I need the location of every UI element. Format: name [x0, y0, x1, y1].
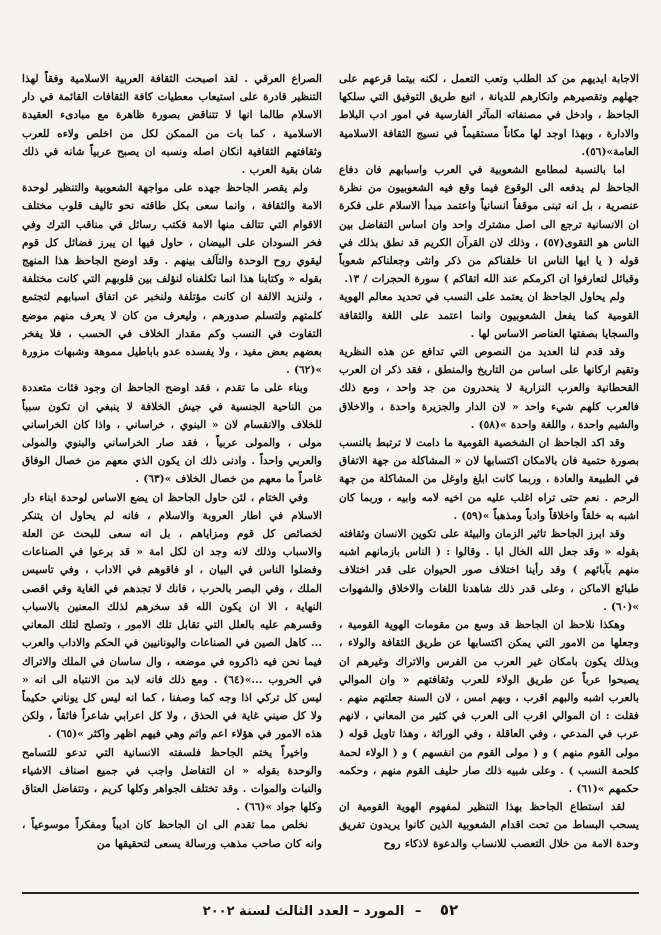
paragraph: وفي الختام ، لئن حاول الجاحظ ان يضع الاساس لوحدة ابناء دار الاسلام في اطار العروبة والاسلام ، فانه لم يحاول ان يتنكر لخصائص كل قوم ومزاياهم ، بل انه سعى للبحث عن العلة والاسباب وذلك لانه وجد ان لكل امة « قد برعوا في الصناعات وفضلوا الناس في البيان ، او فاقوهم في الاداب ، وفي تاسيس الملك ، وفي البصر بالحرب ، فانك لا تجدهم في الغاية وفي اقصى النهاية ، الا ان يكون الله قد سخرهم لذلك المعنين بالاسباب وقسرهم عليه بالعلل التي تقابل تلك الامور ، وتصلح لتلك المعاني ... كاهل الصين في الصناعات واليونانيين في الحكم والاداب والعرب فيما نحن فيه ذاكروه في موضعه ، وال ساسان في الملك والاتراك في الحروب ...»(٦٤) . ومع ذلك فانه لابد من الانتباه الى انه « ليس كل تركي اذا وجه كما وصفنا ، كما انه ليس كل يوناني حكيماً ولا كل صيني غاية في الحذق ، ولا كل اعرابي شاعراً فائقاً ، ولكن هذه الامور في هؤلاء اعم واتم وهي فيهم اظهر واكثر »(٦٥) . — [22, 491, 322, 741]
paragraph: ولم يحاول الجاحظ ان يعتمد على النسب في تحديد معالم الهوية القومية كما يفعل الشعوبيون وانما اعتمد على اللغة والثقافة والسجايا بصفتها العناصر الاساس لها . — [339, 291, 639, 340]
paragraph: وقد ابرز الجاحظ تاثير الزمان والبيئة على تكوين الانسان وثقافته بقوله « وقد جعل الله الخال ابا . وقالوا : ( الناس بازمانهم اشبه منهم بآبائهم ) وقد رأينا اختلاف صور الحيوان على قدر اختلاف طبائع الاماكن ، وعلى قدر ذلك شاهدنا اللغات والاخلاق والشهوات »(٦٠) . — [339, 528, 639, 613]
paragraph: اما بالنسبة لمطامع الشعوبية في العرب واسبابهم فان دفاع الجاحظ لم يدفعه الى الوقوع فيما وقع فيه الشعوبيون من نظرة عنصرية ، بل انه تبنى موقفاً انسانياً واعتمد مبدأ الاسلام على فكرة ان الانسانية ترجع الى اصل مشترك واحد وان اساس التفاضل بين الناس هو التقوى(٥٧) ، وذلك لان القرآن الكريم قد نطق بذلك في قوله ( يا ايها الناس انا خلقناكم من ذكر وانثى وجعلناكم شعوباً وقبائل لتعارفوا ان اكرمكم عند الله اتقاكم ) سورة الحجرات / ١٣. — [339, 164, 639, 286]
footer-separator: – — [414, 904, 422, 919]
text-columns — [0, 70, 661, 890]
paragraph: وقد قدم لنا العديد من النصوص التي تدافع عن هذه النظرية وتقيم اركانها على اساس من التاريخ والمنطق ، فقد ذكر ان العرب القحطانية والعرب النزارية لا ينحدرون من جد واحد ، ومع ذلك فالعرب كلهم شيء واحد « لان الدار والجزيرة واحدة ، والاخلاق والشيم واحدة ، واللغة واحدة »(٥٨) . — [339, 346, 639, 431]
paragraph: واخيراً يختم الجاحظ فلسفته الانسانية التي تدعو للتسامح والوحدة بقوله « ان التفاضل واجب في جميع اصناف الاشياء والنبات والموات . وقد تختلف الجواهر وكلها كريم ، وتتفاضل العتاق وكلها جواد »(٦٦) . — [22, 746, 322, 814]
journal-issue: المورد – العدد الثالث لسنة ٢٠٠٢ — [202, 904, 405, 919]
paragraph: وبناء على ما تقدم ، فقد اوضح الجاحظ ان وجود فئات متعددة من الناحية الجنسية في جيش الخلافة لا ينبغي ان تكون سبباً للخلاف والانقسام لان « البنوي ، خراساني ، واذا كان الخراساني مولى ، والمولى عربياً ، فقد صار الخراساني والبنوي والمولى والعربي واحداً . وادنى ذلك ان يكون الذي معهم من خصال الوفاق غامراً ما معهم من خصال الخلاف »(٦٣) . — [22, 382, 322, 486]
paragraph: الاجابة ايديهم من كد الطلب وتعب التعمل ، لكنه بيتما قرعهم على جهلهم وتقصيرهم وانكارهم للديانة ، اتبع طريق التوفيق التي سلكها الجاحظ ، وادخل في مصنفاته المآثر الفارسية في امور ادب البلاط والادارة ، وبهذا اوجد لها مكاناً مستقيماً في نسيج الثقافة الاسلامية العامة»(٥٦). — [339, 73, 639, 158]
page-footer — [0, 901, 661, 919]
paragraph: نخلص مما تقدم الى ان الجاحظ كان اديباً ومفكراً موسوعياً ، وانه كان صاحب مذهب ورسالة يسعى لتحقيقها من — [22, 819, 322, 850]
paragraph: الصراع العرقي . لقد اصبحت الثقافة العربية الاسلامية وفقاً لهذا التنظير قادرة على استيعاب معطيات كافة الثقافات القائمة في دار الاسلام طالما انها لا تتناقض بصورة ظاهرة مع مبادىء العقيدة الاسلامية ، كما بات من الممكن لكل من اخلص ولاءه للعرب وثقافتهم الثقافية انكان اصله ونسبه ان يصبح عربياً شانه في ذلك شان بقية العرب . — [22, 73, 322, 177]
right-column — [339, 70, 639, 890]
left-column — [22, 70, 322, 890]
footer-rule — [22, 892, 639, 894]
page-number: ٥٢ — [439, 901, 459, 919]
paragraph: وهكذا نلاحظ ان الجاحظ قد وسع من مقومات الهوية القومية ، وجعلها من الامور التي يمكن اكتسابها عن طريق الثقافة والولاء ، وبذلك يكون بامكان غير العرب من الفرس والاتراك وغيرهم ان يصبحوا عرباً عن طريق الولاء للعرب وثقافتهم « وان الموالي بالعرب اشبه والبهم اقرب ، وبهم امس ، لان السنة جعلتهم منهم . فقلت : ان الموالي اقرب الى العرب في كثير من المعاني ، لانهم عرب في المدعي ، وفي العاقلة ، وفي الوراثة ، وهذا تاويل قوله ( مولى القوم منهم ) و ( مولى القوم من انفسهم ) و ( الولاء لحمة كلحمة النسب ) . وعلى شبيه ذلك صار حليف القوم منهم ، وحكمه حكمهم »(٦١) . — [339, 619, 639, 795]
paragraph: وقد اكد الجاحظ ان الشخصية القومية ما دامت لا ترتبط بالنسب بصورة حتمية فان بالامكان اكتسابها لان « المشاكلة من جهة الاتفاق في الطبيعة والعادة ، وربما كانت ابلغ واوغل من المشاكلة من جهة الرحم . نعم حتى تراه اغلب عليه من اخيه لامه وابيه ، وربما كان اشبه به خلقاً واخلاقاً وادباً ومذهباً »(٥٩) . — [339, 437, 639, 522]
paragraph: ولم يقصر الجاحظ جهده على مواجهة الشعوبية والتنظير لوحدة الامة والثقافة ، وانما سعى بكل طاقته نحو تاليف قلوب مختلف الاقوام التي تتالف منها الامة فكتب رسائل في مناقب الترك وفي فخر السودان على البيضان ، حاول فيها ان يبرز فضائل كل قوم ليقوي روح الوحدة والتآلف بينهم . وقد اوضح الجاحظ هذا المنهج بقوله « وكتابنا هذا انما تكلفناه لنؤلف بين قلوبهم التي كانت مختلفة ، ولنزيد الالفة ان كانت مؤتلفة ولنخبر عن اتفاق اسبابهم لتجتمع كلمتهم ولتسلم صدورهم ، وليعرف من كان لا يعرف منهم موضع التفاوت في النسب وكم مقدار الخلاف في الحسب ، فلا يفخر بعضهم بعض مفيد ، ولا يفسده عدو باباطيل مموهة وشبهات مزورة »(٦٢) . — [22, 182, 322, 377]
paragraph: لقد استطاع الجاحظ بهذا التنظير لمفهوم الهوية القومية ان يسحب البساط من تحت اقدام الشعوبية الذين كانوا يريدون تفريق وحدة الامة من خلال التعصب للانساب والدعوة لاذكاء روح — [339, 801, 639, 850]
